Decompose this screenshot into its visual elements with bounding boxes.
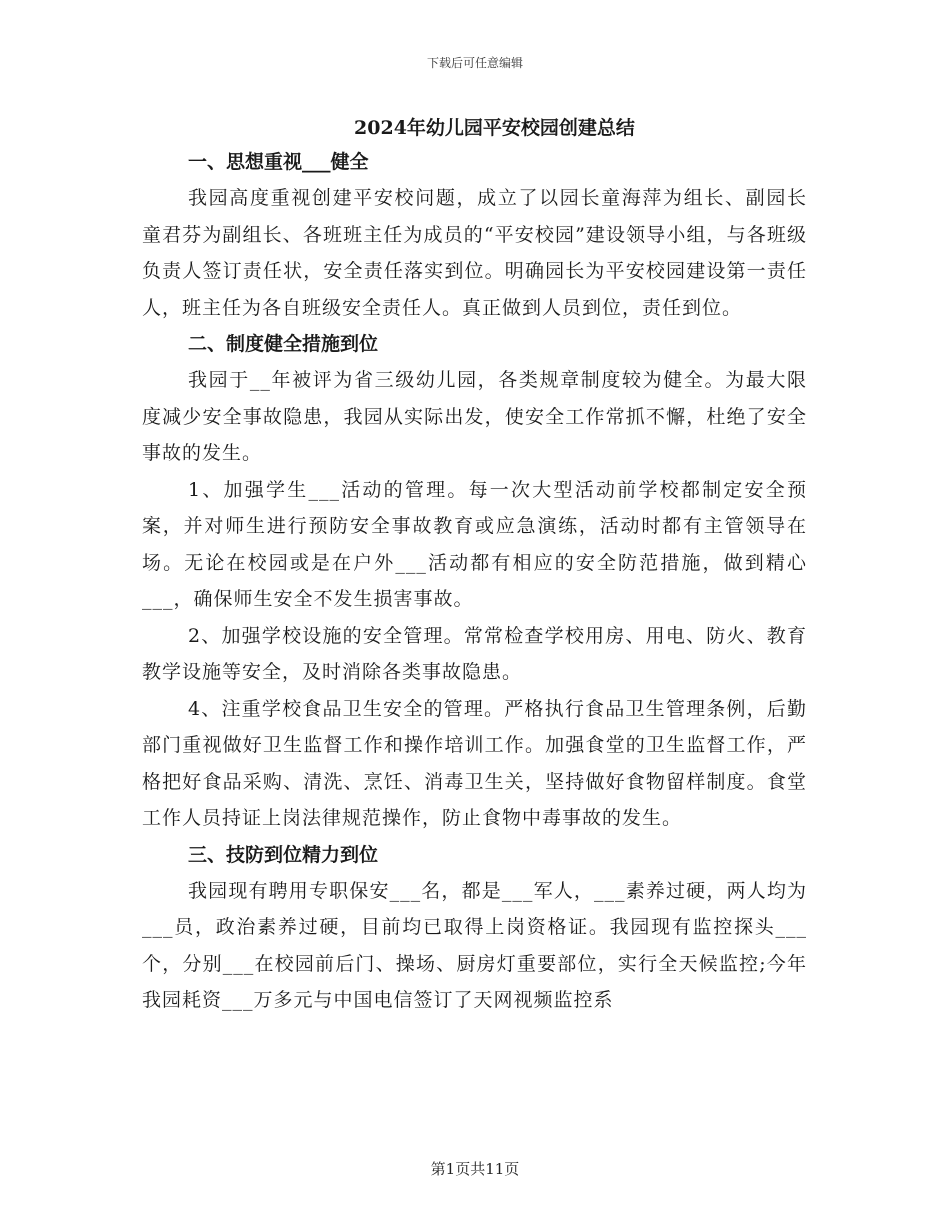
section-heading: 一、思想重视___健全 bbox=[188, 151, 369, 173]
document-body bbox=[142, 112, 807, 1019]
paragraph: 4、注重学校食品卫生安全的管理。严格执行食品卫生管理条例，后勤部门重视做好卫生监督工作和操作培训工作。加强食堂的卫生监督工作，严格把好食品采购、清洗、烹饪、消毒卫生关，坚持做好食物留样制度。食堂工作人员持证上岗法律规范操作，防止食物中毒事故的发生。 bbox=[142, 697, 807, 829]
section-2 bbox=[142, 326, 807, 837]
section-3 bbox=[142, 837, 807, 1019]
section-heading: 三、技防到位精力到位 bbox=[188, 843, 379, 866]
paragraph: 2、加强学校设施的安全管理。常常检查学校用房、用电、防火、教育教学设施等安全，及时消除各类事故隐患。 bbox=[142, 624, 807, 683]
paragraph: 我园高度重视创建平安校问题，成立了以园长童海萍为组长、副园长童君芬为副组长、各班班主任为成员的“平安校园”建设领导小组，与各班级负责人签订责任状，安全责任落实到位。明确园长为平安校园建设第一责任人，班主任为各自班级安全责任人。真正做到人员到位，责任到位。 bbox=[142, 187, 807, 319]
document-title: 2024年幼儿园平安校园创建总结 bbox=[354, 117, 635, 139]
paragraph: 1、加强学生___活动的管理。每一次大型活动前学校都制定安全预案，并对师生进行预防安全事故教育或应急演练，活动时都有主管领导在场。无论在校园或是在户外___活动都有相应的安全防范措施，做到精心___，确保师生安全不发生损害事故。 bbox=[142, 478, 807, 610]
page-number-footer: 第1页共11页 bbox=[430, 1160, 520, 1178]
paragraph: 我园现有聘用专职保安___名，都是___军人，___素养过硬，两人均为___员，政治素养过硬，目前均已取得上岗资格证。我园现有监控探头___个，分别___在校园前后门、操场、厨房灯重要部位，实行全天候监控;今年我园耗资___万多元与中国电信签订了天网视频监控系 bbox=[142, 879, 807, 1011]
section-heading: 二、制度健全措施到位 bbox=[188, 333, 379, 355]
paragraph: 我园于__年被评为省三级幼儿园，各类规章制度较为健全。为最大限度减少安全事故隐患，我园从实际出发，使安全工作常抓不懈，杜绝了安全事故的发生。 bbox=[142, 369, 807, 464]
header-note: 下载后可任意编辑 bbox=[426, 56, 523, 70]
section-1 bbox=[142, 144, 807, 326]
